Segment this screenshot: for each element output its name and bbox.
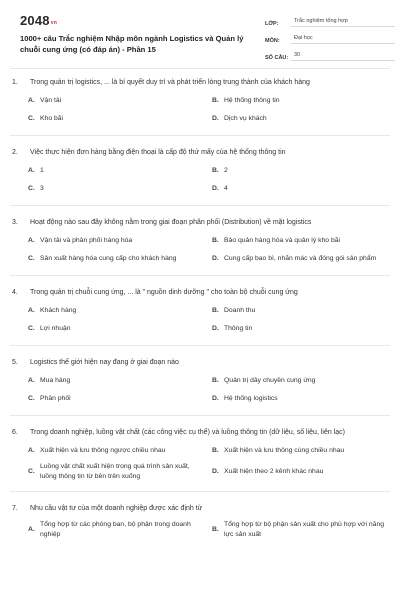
option-letter: A. xyxy=(28,97,35,104)
option-text: Xuất hiện theo 2 kênh khác nhau xyxy=(224,468,324,475)
answer-options xyxy=(10,374,390,406)
option-letter: C. xyxy=(28,395,35,402)
answer-option[interactable] xyxy=(28,462,206,482)
option-letter: A. xyxy=(28,237,35,244)
question-divider xyxy=(10,345,390,346)
option-letter: C. xyxy=(28,325,35,332)
option-text: Tổng hợp từ các phòng ban, bộ phận trong doanh nghiệp xyxy=(40,521,191,538)
question-text xyxy=(10,142,390,164)
option-letter: B. xyxy=(212,97,219,104)
header-divider xyxy=(10,68,390,69)
question-item xyxy=(10,498,390,540)
question-divider xyxy=(10,491,390,492)
question-prompt: Hoạt động nào sau đây không nằm trong giai đoạn phân phối (Distribution) về mặt logistics xyxy=(30,219,312,226)
option-letter: C. xyxy=(28,185,35,192)
answer-option[interactable] xyxy=(212,520,390,540)
option-letter: C. xyxy=(28,255,35,262)
option-letter: B. xyxy=(212,447,219,454)
question-number: 4. xyxy=(12,289,18,296)
question-number: 5. xyxy=(12,359,18,366)
option-text: Lợi nhuận xyxy=(40,325,71,332)
option-text: Khách hàng xyxy=(40,307,77,314)
question-text xyxy=(10,352,390,374)
answer-options xyxy=(10,520,390,540)
option-text: Doanh thu xyxy=(224,307,256,314)
answer-option[interactable] xyxy=(212,164,390,178)
option-text: Cung cấp bao bì, nhãn mác và đóng gói sản phẩm xyxy=(224,255,377,262)
option-text: Kho bãi xyxy=(40,115,64,122)
question-divider xyxy=(10,135,390,136)
option-text: Hệ thống thông tin xyxy=(224,97,280,104)
meta-info xyxy=(265,13,395,64)
option-letter: A. xyxy=(28,377,35,384)
option-letter: A. xyxy=(28,526,35,533)
answer-option[interactable] xyxy=(212,94,390,108)
answer-option[interactable] xyxy=(28,322,206,336)
logo-text: 2048 xyxy=(20,13,50,28)
answer-options xyxy=(10,164,390,196)
question-prompt: Logistics thế giới hiện nay đang ở giai đoạn nào xyxy=(30,359,179,366)
meta-label: MÔN: xyxy=(265,38,280,44)
question-prompt: Việc thực hiện đơn hàng bằng điện thoại là cấp độ thứ mấy của hệ thống thông tin xyxy=(30,149,286,156)
option-text: Quản trị dây chuyền cung ứng xyxy=(224,377,316,384)
option-letter: B. xyxy=(212,237,219,244)
option-text: Dịch vụ khách xyxy=(224,115,267,122)
question-prompt: Nhu cầu vật tư của một doanh nghiệp được xác định từ xyxy=(30,505,203,512)
option-text: Sản xuất hàng hóa cung cấp cho khách hàng xyxy=(40,255,177,262)
option-letter: C. xyxy=(28,115,35,122)
answer-option[interactable] xyxy=(212,374,390,388)
question-prompt: Trong doanh nghiệp, luồng vật chất (các công việc cụ thể) và luồng thông tin (dữ liệu, số liệu, liên lạc) xyxy=(30,429,345,436)
header xyxy=(10,0,390,64)
option-letter: D. xyxy=(212,185,219,192)
answer-option[interactable] xyxy=(28,182,206,196)
option-letter: B. xyxy=(212,526,219,533)
answer-option[interactable] xyxy=(28,164,206,178)
option-text: Thông tin xyxy=(224,325,253,332)
option-text: Tổng hợp từ bộ phận sản xuất cho phù hợp với năng lực sản xuất xyxy=(224,521,385,538)
question-text xyxy=(10,72,390,94)
answer-option[interactable] xyxy=(212,444,390,458)
logo-suffix: vn xyxy=(50,20,57,26)
question-number: 3. xyxy=(12,219,18,226)
option-letter: A. xyxy=(28,307,35,314)
answer-option[interactable] xyxy=(28,374,206,388)
option-text: Luồng vật chất xuất hiện trong quá trình sản xuất, luồng thông tin từ bên trên xuống xyxy=(40,463,190,480)
question-divider xyxy=(10,205,390,206)
question-item xyxy=(10,422,390,492)
answer-option[interactable] xyxy=(28,94,206,108)
option-text: 2 xyxy=(224,167,228,174)
page-title: 1000+ câu Trắc nghiệm Nhập môn ngành Logistics và Quản lý chuỗi cung ứng (có đáp án) - Phần 15 xyxy=(20,34,244,54)
option-text: Hệ thống logistics xyxy=(224,395,278,402)
option-letter: D. xyxy=(212,468,219,475)
question-text xyxy=(10,498,390,520)
site-logo[interactable] xyxy=(20,13,57,28)
option-letter: B. xyxy=(212,167,219,174)
answer-options xyxy=(10,94,390,126)
answer-option[interactable] xyxy=(28,444,206,458)
option-letter: D. xyxy=(212,255,219,262)
option-text: 1 xyxy=(40,167,44,174)
option-letter: A. xyxy=(28,167,35,174)
question-text xyxy=(10,422,390,444)
answer-options xyxy=(10,304,390,336)
answer-option[interactable] xyxy=(212,392,390,406)
meta-row xyxy=(265,13,395,27)
answer-option[interactable] xyxy=(212,322,390,336)
answer-options xyxy=(10,234,390,266)
question-divider xyxy=(10,415,390,416)
question-list xyxy=(10,72,390,546)
option-letter: C. xyxy=(28,468,35,475)
answer-option[interactable] xyxy=(212,234,390,248)
question-item xyxy=(10,282,390,346)
question-text xyxy=(10,282,390,304)
question-text xyxy=(10,212,390,234)
meta-value: 30 xyxy=(291,52,395,61)
question-item xyxy=(10,72,390,136)
option-letter: D. xyxy=(212,395,219,402)
question-prompt: Trong quản trị chuỗi cung ứng, ... là " nguồn dinh dưỡng " cho toàn bộ chuỗi cung ứng xyxy=(30,289,298,296)
question-number: 7. xyxy=(12,505,18,512)
option-letter: A. xyxy=(28,447,35,454)
meta-label: SỐ CÂU: xyxy=(265,55,289,61)
answer-option[interactable] xyxy=(212,462,390,482)
question-number: 1. xyxy=(12,79,18,86)
meta-value: Trắc nghiệm tổng hợp xyxy=(291,18,395,27)
answer-option[interactable] xyxy=(212,182,390,196)
option-letter: B. xyxy=(212,377,219,384)
meta-row xyxy=(265,30,395,44)
option-text: Mua hàng xyxy=(40,377,71,384)
option-text: Xuất hiện và lưu thông ngược chiều nhau xyxy=(40,447,166,454)
question-item xyxy=(10,142,390,206)
answer-option[interactable] xyxy=(212,112,390,126)
option-text: Vận tải và phân phối hàng hóa xyxy=(40,237,133,244)
option-letter: B. xyxy=(212,307,219,314)
answer-option[interactable] xyxy=(212,252,390,266)
answer-option[interactable] xyxy=(28,304,206,318)
option-text: Vận tải xyxy=(40,97,62,104)
meta-label: LỚP: xyxy=(265,21,279,27)
option-letter: D. xyxy=(212,115,219,122)
answer-options xyxy=(10,444,390,482)
option-letter: D. xyxy=(212,325,219,332)
answer-option[interactable] xyxy=(28,112,206,126)
answer-option[interactable] xyxy=(28,392,206,406)
question-number: 2. xyxy=(12,149,18,156)
option-text: Xuất hiện và lưu thông cùng chiều nhau xyxy=(224,447,345,454)
question-prompt: Trong quản trị logistics, ... là bí quyết duy trì và phát triển lòng trung thành của khách hàng xyxy=(30,79,310,86)
question-number: 6. xyxy=(12,429,18,436)
option-text: 3 xyxy=(40,185,44,192)
question-item xyxy=(10,212,390,276)
answer-option[interactable] xyxy=(28,520,206,540)
answer-option[interactable] xyxy=(212,304,390,318)
answer-option[interactable] xyxy=(28,252,206,266)
option-text: Bảo quản hàng hóa và quản lý kho bãi xyxy=(224,237,341,244)
question-divider xyxy=(10,275,390,276)
answer-option[interactable] xyxy=(28,234,206,248)
question-item xyxy=(10,352,390,416)
option-text: 4 xyxy=(224,185,228,192)
option-text: Phân phối xyxy=(40,395,71,402)
meta-value: Đại học xyxy=(291,35,395,44)
meta-row xyxy=(265,47,395,61)
